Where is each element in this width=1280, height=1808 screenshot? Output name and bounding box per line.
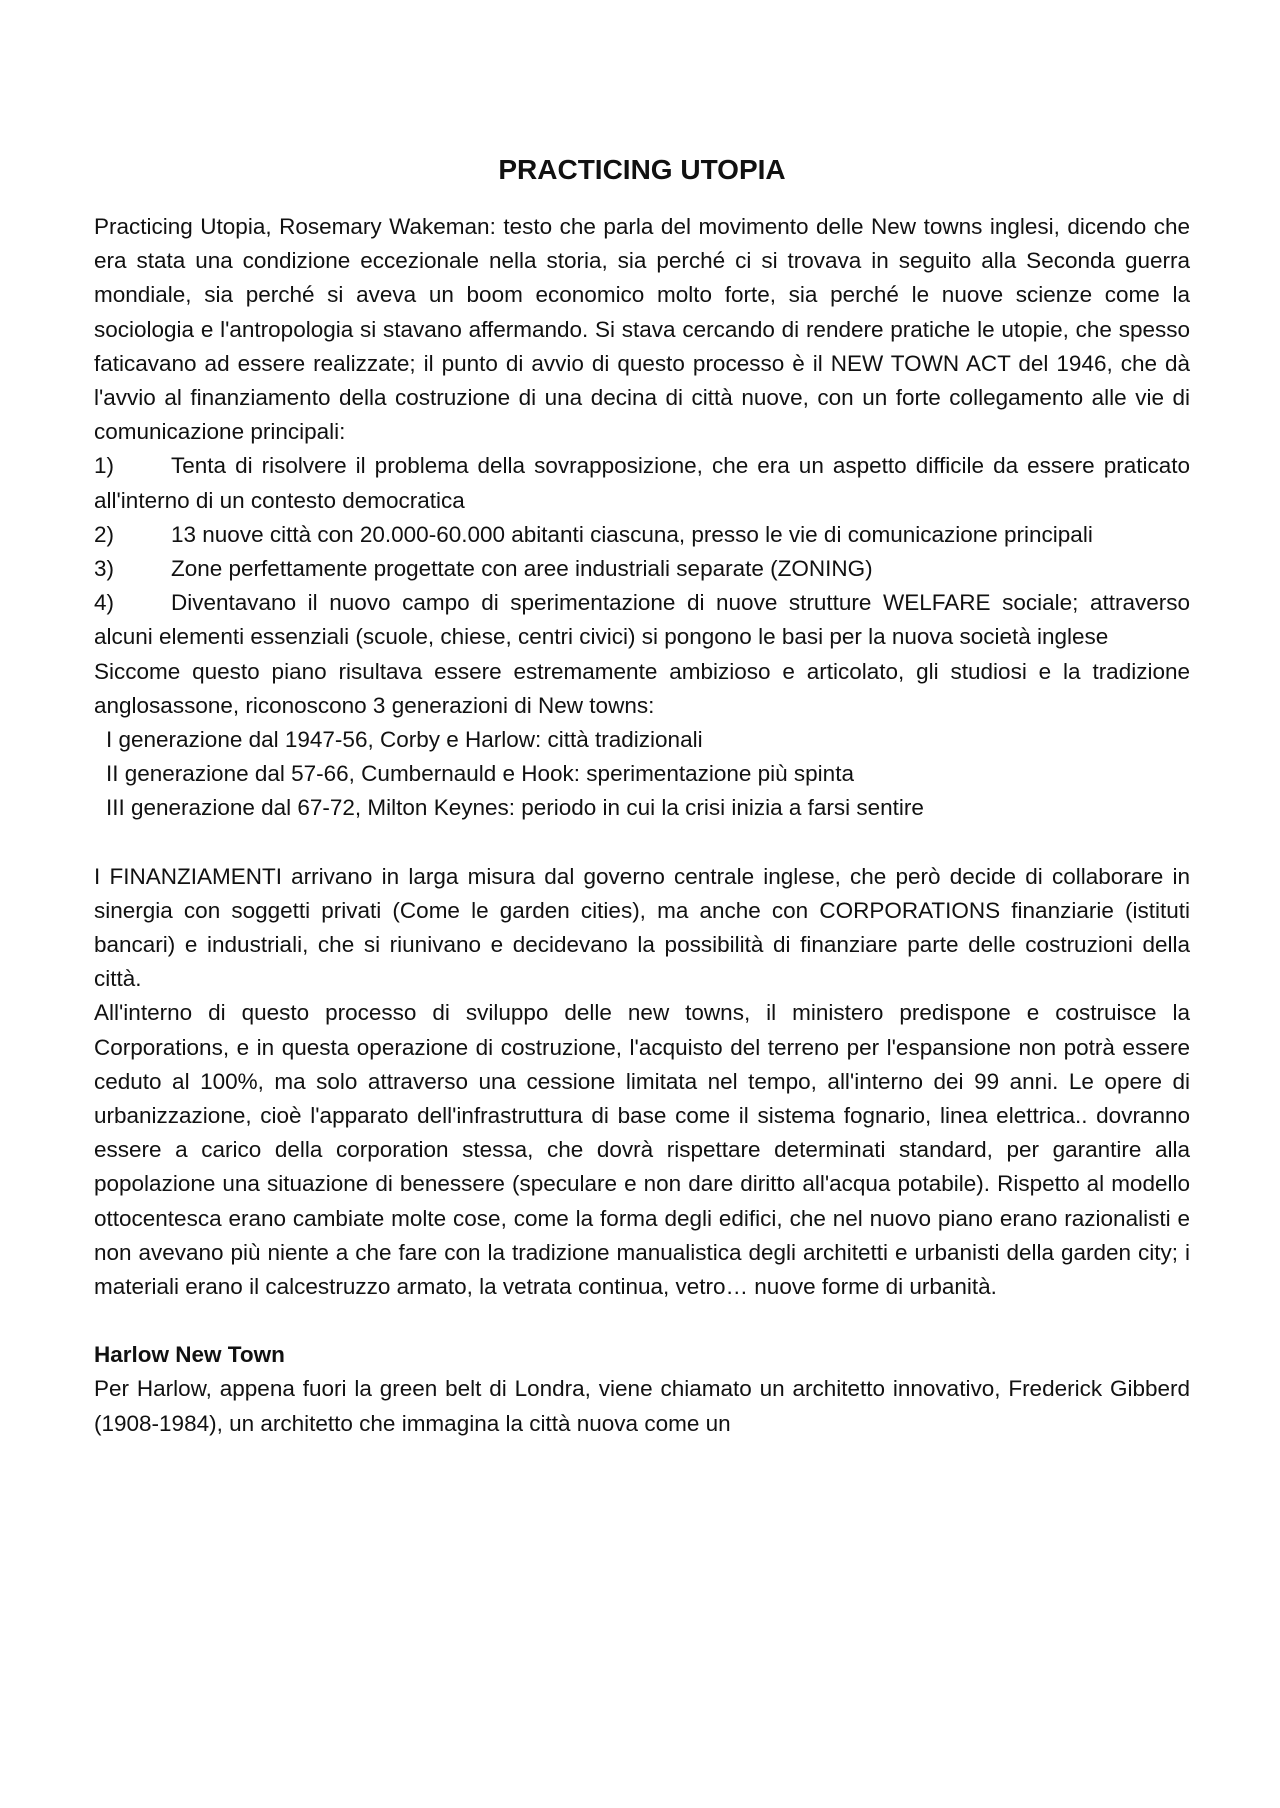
intro-paragraph: Practicing Utopia, Rosemary Wakeman: testo che parla del movimento delle New towns inglesi, dicendo che era stata una condizione eccezionale nella storia, sia perché ci si trovava in seguito alla Seconda guerra mondiale, sia perché si aveva un boom economico molto forte, sia perché le nuove scienze come la sociologia e l'antropologia si stavano affermando. Si stava cercando di rendere pratiche le utopie, che spesso faticavano ad essere realizzate; il punto di avvio di questo processo è il NEW TOWN ACT del 1946, che dà l'avvio al finanziamento della costruzione di una decina di città nuove, con un forte collegamento alle vie di comunicazione principali:: [94, 214, 1190, 445]
list-item: [94, 552, 1190, 586]
list-item: [94, 518, 1190, 552]
page-title: PRACTICING UTOPIA: [498, 154, 786, 185]
development-paragraph: All'interno di questo processo di sviluppo delle new towns, il ministero predispone e costruisce la Corporations, e in questa operazione di costruzione, l'acquisto del terreno per l'espansione non potrà essere ceduto al 100%, ma solo attraverso una cessione limitata nel tempo, all'interno dei 99 anni. Le opere di urbanizzazione, cioè l'apparato dell'infrastruttura di base come il sistema fognario, linea elettrica.. dovranno essere a carico della corporation stessa, che dovrà rispettare determinati standard, per garantire alla popolazione una situazione di benessere (speculare e non dare diritto all'acqua potabile). Rispetto al modello ottocentesca erano cambiate molte cose, come la forma degli edifici, che nel nuovo piano erano razionalisti e non avevano più niente a che fare con la tradizione manualistica degli architetti e urbanisti della garden city; i materiali erano il calcestruzzo armato, la vetrata continua, vetro… nuove forme di urbanità.: [94, 1000, 1190, 1300]
paragraph-spacer: [94, 1304, 1190, 1338]
list-item-text: Zone perfettamente progettate con aree industriali separate (ZONING): [171, 556, 873, 582]
harlow-paragraph: Per Harlow, appena fuori la green belt di Londra, viene chiamato un architetto innovativo, Frederick Gibberd (1908-1984), un architetto che immagina la città nuova come un: [94, 1376, 1190, 1436]
list-item-text: Diventavano il nuovo campo di sperimentazione di nuove strutture WELFARE sociale; attraverso alcuni elementi essenziali (scuole, chiese, centri civici) si pongono le basi per la nuova società inglese: [94, 590, 1190, 650]
generation-item: I generazione dal 1947-56, Corby e Harlow: città tradizionali: [106, 727, 703, 753]
list-item-number: 1): [94, 453, 115, 479]
list-item: [94, 586, 1190, 654]
generations-intro: Siccome questo piano risultava essere estremamente ambizioso e articolato, gli studiosi e la tradizione anglosassone, riconoscono 3 generazioni di New towns:: [94, 658, 1190, 718]
list-item-number: 4): [94, 590, 115, 616]
list-item-number: 3): [94, 556, 115, 582]
list-item-number: 2): [94, 521, 115, 547]
generation-item: III generazione dal 67-72, Milton Keynes: periodo in cui la crisi inizia a farsi sentire: [106, 795, 924, 821]
list-item: [94, 449, 1190, 517]
list-item-text: Tenta di risolvere il problema della sovrapposizione, che era un aspetto difficile da essere praticato all'interno di un contesto democratica: [94, 453, 1190, 513]
paragraph-spacer: [94, 826, 1190, 860]
list-item-text: 13 nuove città con 20.000-60.000 abitanti ciascuna, presso le vie di comunicazione principali: [171, 521, 1093, 547]
section-heading: Harlow New Town: [94, 1342, 285, 1368]
document-body: [94, 152, 1190, 1441]
financing-paragraph: I FINANZIAMENTI arrivano in larga misura dal governo centrale inglese, che però decide di collaborare in sinergia con soggetti privati (Come le garden cities), ma anche con CORPORATIONS finanziarie (istituti bancari) e industriali, che si riunivano e decidevano la possibilità di finanziare parte delle costruzioni della città.: [94, 863, 1190, 992]
generation-item: II generazione dal 57-66, Cumbernauld e Hook: sperimentazione più spinta: [106, 761, 854, 787]
